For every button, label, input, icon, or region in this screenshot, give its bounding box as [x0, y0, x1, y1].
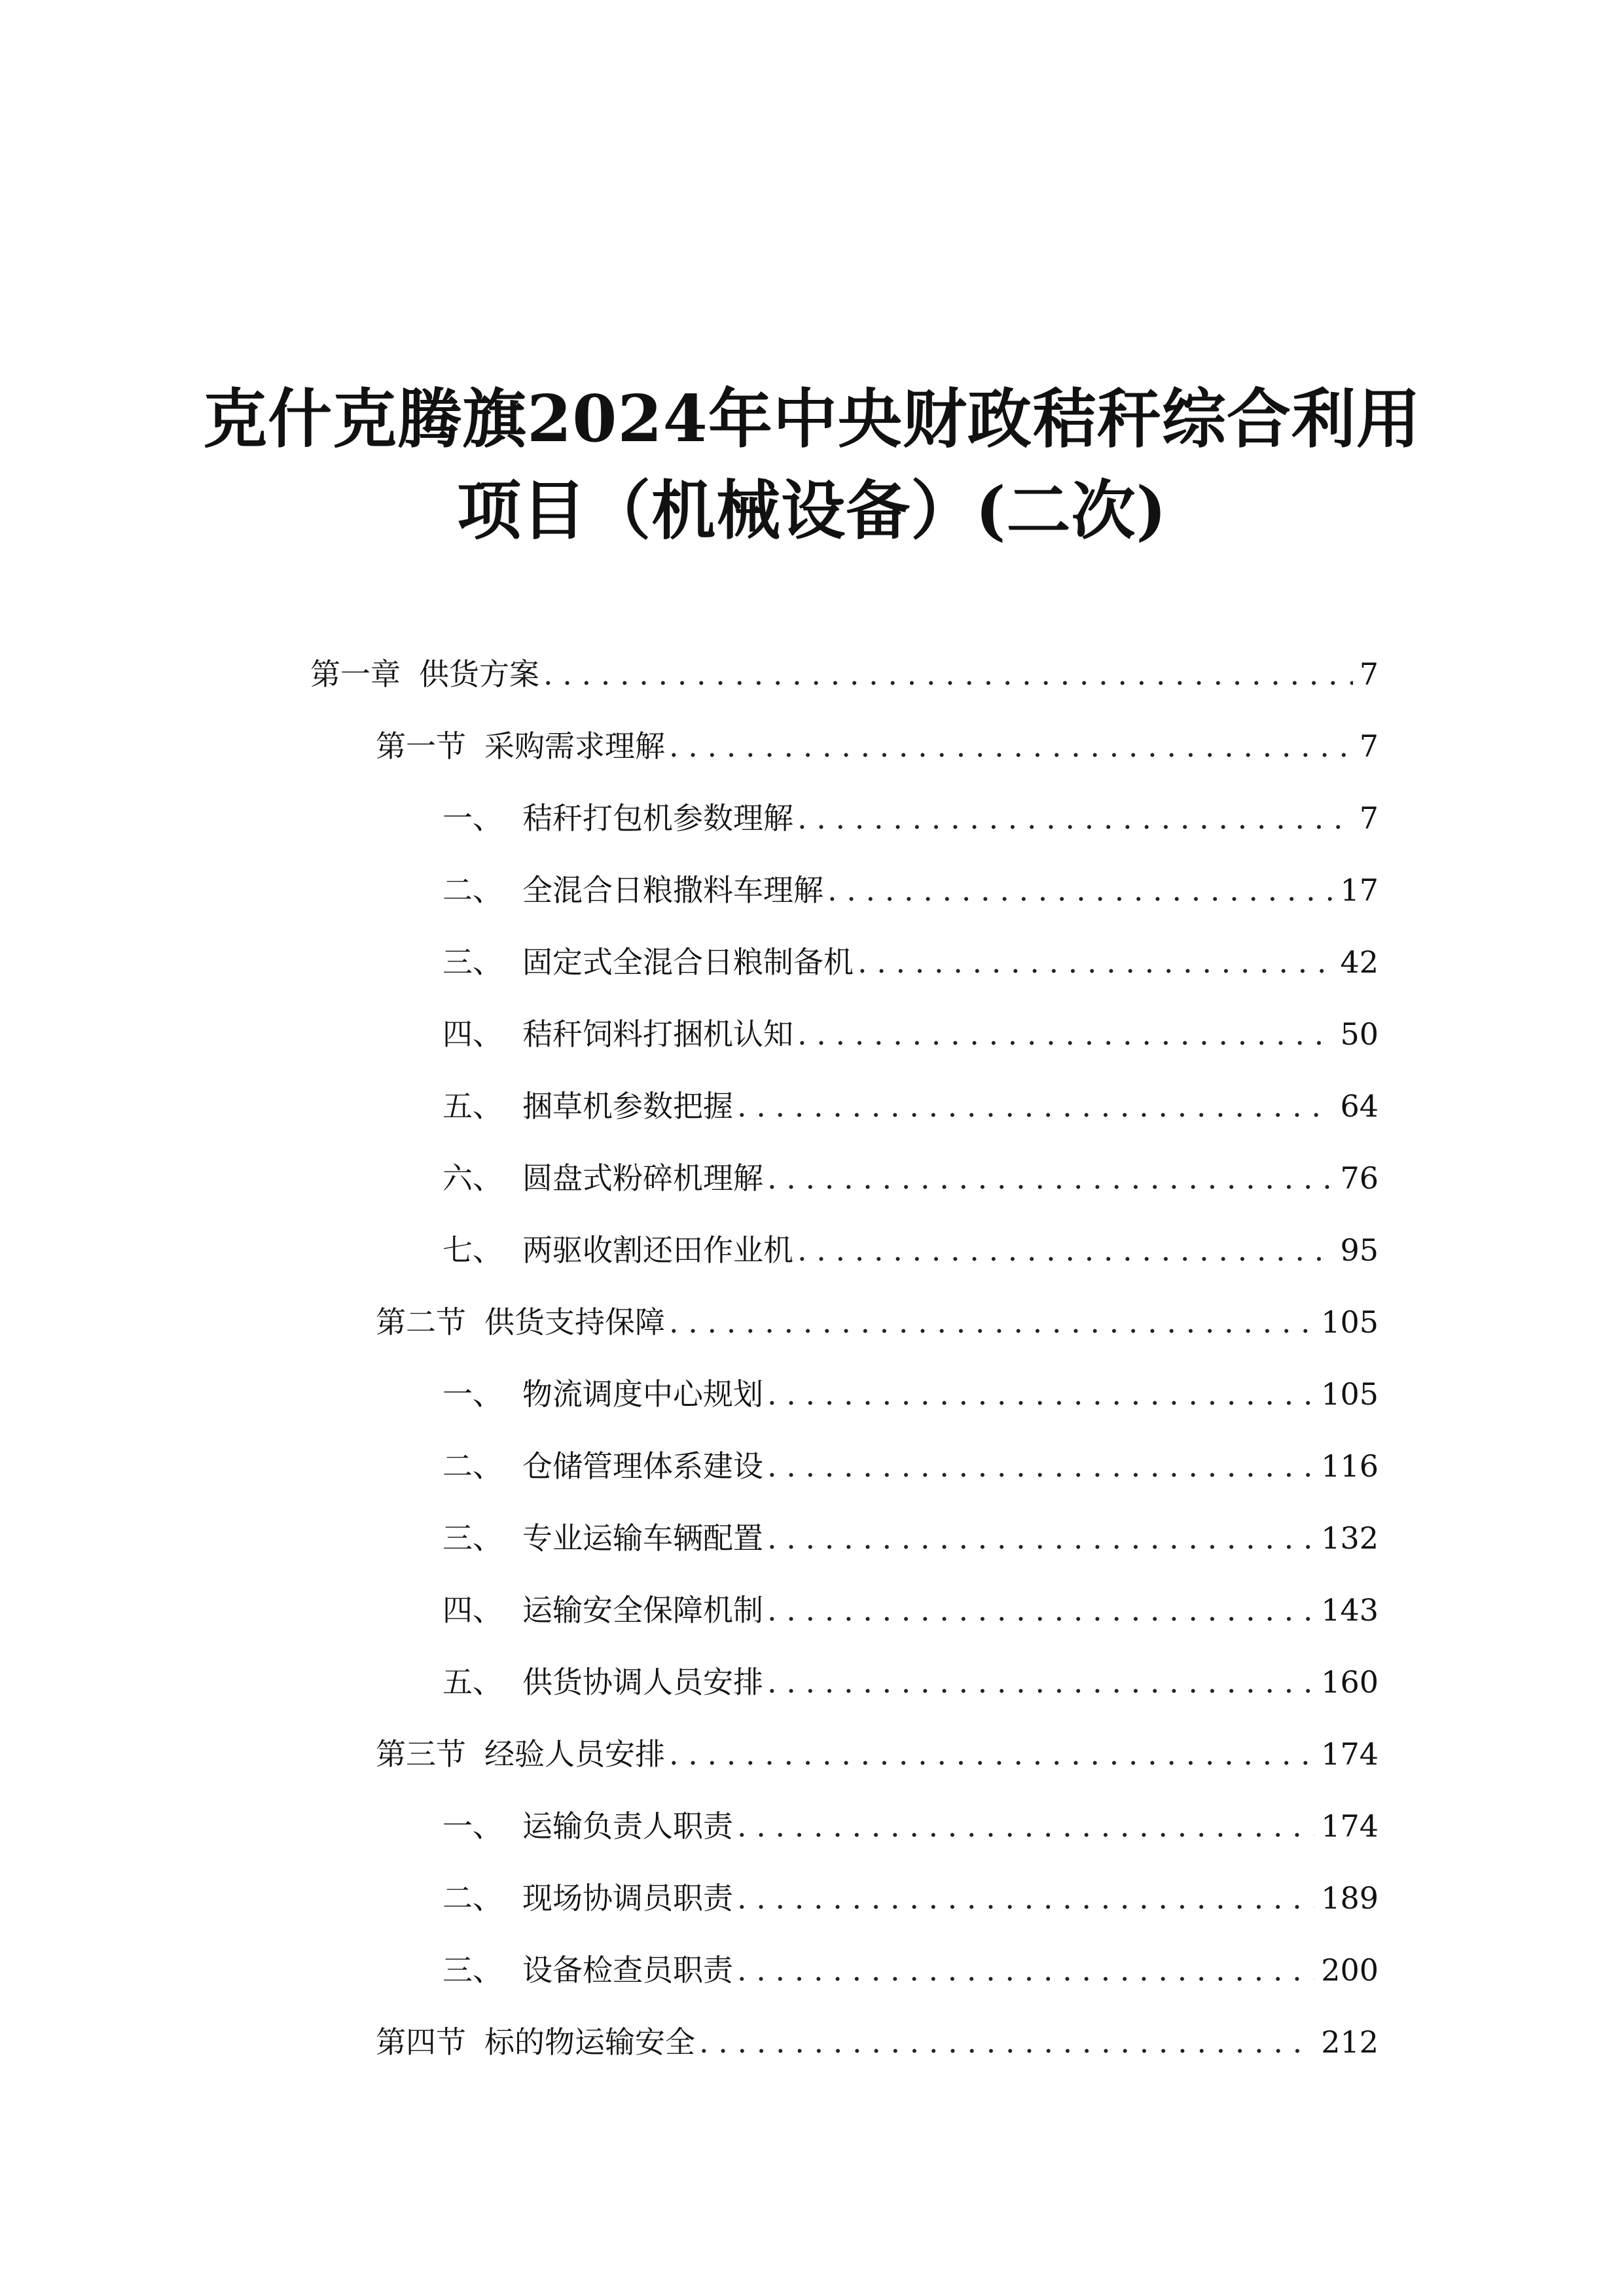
toc-entry[interactable]	[442, 941, 1379, 983]
toc-entry-title: 标的物运输安全	[484, 2024, 695, 2060]
toc-dot-leader	[737, 1085, 1333, 1127]
toc-dot-leader	[669, 1733, 1314, 1775]
toc-entry-page: 143	[1321, 1592, 1379, 1628]
toc-entry[interactable]	[442, 1085, 1379, 1127]
toc-entry-title: 仓储管理体系建设	[522, 1448, 763, 1484]
toc-entry[interactable]	[442, 1949, 1379, 1991]
toc-dot-leader	[767, 1373, 1314, 1415]
toc-entry-number: 二、	[442, 872, 503, 908]
toc-dot-leader	[543, 653, 1353, 695]
toc-entry-title: 两驱收割还田作业机	[522, 1232, 793, 1268]
toc-entry-title: 供货协调人员安排	[522, 1664, 763, 1700]
toc-entry-page: 76	[1340, 1160, 1379, 1196]
toc-entry[interactable]	[442, 1445, 1379, 1487]
toc-entry[interactable]	[442, 1805, 1379, 1847]
toc-entry[interactable]	[442, 797, 1379, 839]
toc-entry-number: 四、	[442, 1016, 503, 1052]
toc-entry-number: 五、	[442, 1088, 503, 1124]
toc-entry[interactable]	[442, 1589, 1379, 1631]
toc-entry-number: 第一章	[310, 656, 401, 692]
toc-entry-page: 105	[1321, 1304, 1379, 1340]
toc-entry-title: 供货方案	[419, 656, 539, 692]
toc-entry-number: 第三节	[376, 1736, 466, 1772]
toc-entry-title: 专业运输车辆配置	[522, 1520, 763, 1556]
toc-entry-number: 二、	[442, 1880, 503, 1916]
toc-dot-leader	[669, 1301, 1314, 1343]
toc-dot-leader	[767, 1661, 1314, 1703]
toc-entry-page: 212	[1321, 2024, 1379, 2060]
toc-entry-title: 现场协调员职责	[522, 1880, 733, 1916]
toc-entry-page: 17	[1340, 872, 1379, 908]
toc-entry[interactable]	[442, 1373, 1379, 1415]
toc-dot-leader	[699, 2021, 1314, 2063]
document-title-line-1: 克什克腾旗2024年中央财政秸秆综合利用	[203, 381, 1421, 457]
toc-entry-number: 五、	[442, 1664, 503, 1700]
toc-entry[interactable]	[442, 1877, 1379, 1919]
toc-entry-number: 三、	[442, 944, 503, 980]
toc-entry-title: 全混合日粮撒料车理解	[522, 872, 823, 908]
toc-entry-title: 秸秆饲料打捆机认知	[522, 1016, 793, 1052]
toc-dot-leader	[857, 941, 1333, 983]
toc-entry-title: 固定式全混合日粮制备机	[522, 944, 854, 980]
toc-entry-title: 采购需求理解	[484, 728, 665, 764]
toc-entry[interactable]	[376, 1301, 1379, 1343]
toc-entry-page: 42	[1340, 944, 1379, 980]
toc-entry[interactable]	[310, 653, 1379, 695]
toc-entry-page: 64	[1340, 1088, 1379, 1124]
toc-entry-page: 132	[1321, 1520, 1379, 1556]
toc-dot-leader	[767, 1517, 1314, 1559]
toc-entry-page: 95	[1340, 1232, 1379, 1268]
toc-entry-page: 174	[1321, 1808, 1379, 1844]
toc-entry[interactable]	[442, 1157, 1379, 1199]
toc-entry-number: 三、	[442, 1520, 503, 1556]
toc-entry-number: 一、	[442, 1376, 503, 1412]
toc-entry-title: 运输安全保障机制	[522, 1592, 763, 1628]
toc-entry[interactable]	[442, 1661, 1379, 1703]
toc-entry-page: 50	[1340, 1016, 1379, 1052]
toc-entry-title: 物流调度中心规划	[522, 1376, 763, 1412]
toc-entry-number: 七、	[442, 1232, 503, 1268]
toc-entry-page: 160	[1321, 1664, 1379, 1700]
toc-dot-leader	[797, 797, 1353, 839]
toc-dot-leader	[737, 1805, 1314, 1847]
toc-entry-number: 一、	[442, 800, 503, 836]
toc-dot-leader	[737, 1949, 1314, 1991]
toc-entry-number: 第二节	[376, 1304, 466, 1340]
toc-dot-leader	[797, 1229, 1333, 1271]
toc-dot-leader	[767, 1157, 1333, 1199]
toc-entry-number: 四、	[442, 1592, 503, 1628]
toc-entry-title: 经验人员安排	[484, 1736, 665, 1772]
toc-entry-number: 第一节	[376, 728, 466, 764]
toc-entry-title: 秸秆打包机参数理解	[522, 800, 793, 836]
toc-dot-leader	[797, 1013, 1333, 1055]
toc-entry-number: 二、	[442, 1448, 503, 1484]
toc-entry-page: 7	[1359, 656, 1379, 692]
toc-entry-title: 圆盘式粉碎机理解	[522, 1160, 763, 1196]
toc-entry-title: 设备检查员职责	[522, 1952, 733, 1988]
toc-entry-page: 105	[1321, 1376, 1379, 1412]
toc-entry-number: 一、	[442, 1808, 503, 1844]
toc-dot-leader	[767, 1445, 1314, 1487]
toc-entry[interactable]	[442, 1229, 1379, 1271]
toc-entry[interactable]	[376, 1733, 1379, 1775]
toc-dot-leader	[737, 1877, 1314, 1919]
toc-entry-page: 7	[1359, 728, 1379, 764]
toc-entry[interactable]	[442, 1013, 1379, 1055]
toc-entry-number: 第四节	[376, 2024, 466, 2060]
toc-dot-leader	[827, 869, 1333, 911]
toc-entry-title: 供货支持保障	[484, 1304, 665, 1340]
toc-entry[interactable]	[376, 725, 1379, 767]
toc-entry[interactable]	[442, 869, 1379, 911]
toc-dot-leader	[767, 1589, 1314, 1631]
toc-entry[interactable]	[376, 2021, 1379, 2063]
toc-dot-leader	[669, 725, 1353, 767]
toc-entry-number: 三、	[442, 1952, 503, 1988]
toc-entry-number: 六、	[442, 1160, 503, 1196]
toc-entry-page: 116	[1321, 1448, 1379, 1484]
toc-entry-title: 捆草机参数把握	[522, 1088, 733, 1124]
toc-entry-page: 174	[1321, 1736, 1379, 1772]
toc-entry[interactable]	[442, 1517, 1379, 1559]
toc-entry-page: 200	[1321, 1952, 1379, 1988]
toc-entry-page: 7	[1359, 800, 1379, 836]
document-title-line-2: 项目（机械设备）(二次)	[457, 473, 1167, 548]
toc-entry-page: 189	[1321, 1880, 1379, 1916]
toc-entry-title: 运输负责人职责	[522, 1808, 733, 1844]
